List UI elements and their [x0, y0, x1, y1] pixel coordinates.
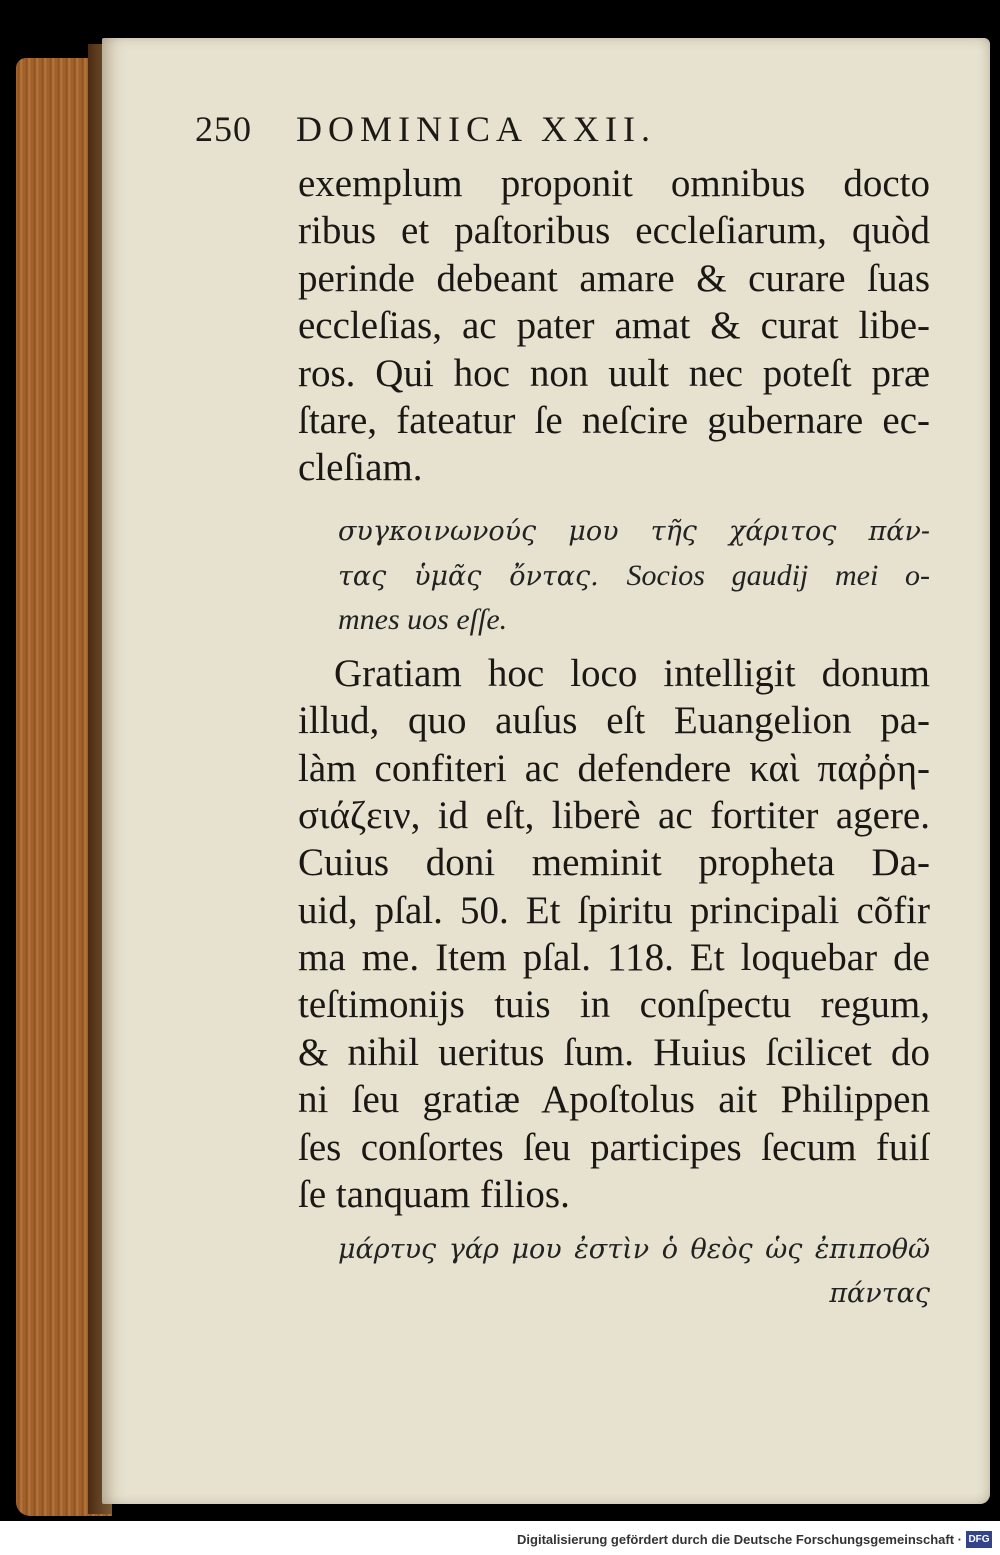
running-title: DOMINICA XXII. — [296, 109, 656, 149]
text-line: Gratiam hoc loco intelligit donum — [334, 651, 930, 695]
funding-credit: Digitalisierung gefördert durch die Deutsche Forschungsgemeinschaft · — [517, 1532, 962, 1547]
text-line: illud, quo auſus eſt Euangelion pa- — [298, 699, 930, 743]
spacer — [298, 1218, 930, 1228]
greek-quote-line: συγκοινωνούς μου τῆς χάριτος πάν- — [338, 515, 930, 547]
text-line: ſe tanquam filios. — [298, 1173, 570, 1217]
text-line: ma me. Item pſal. 118. Et loquebar de — [298, 936, 930, 980]
text-line: cleſiam. — [298, 446, 423, 490]
text-line: ſes conſortes ſeu participes ſecum fuiſ — [298, 1125, 930, 1169]
greek-quote-text: τας ὑμᾶς ὄντας. — [338, 560, 599, 592]
text-line: ros. Qui hoc non uult nec poteſt præ — [298, 351, 930, 395]
catchword: πάντας — [829, 1278, 930, 1310]
text-line: ribus et paſtoribus eccleſiarum, quòd — [298, 209, 930, 253]
spacer — [298, 642, 930, 650]
spacer — [298, 492, 930, 510]
dfg-logo-icon: DFG — [966, 1531, 992, 1548]
latin-gloss-line — [298, 598, 930, 642]
running-header — [195, 108, 835, 154]
text-line: làm confiteri ac defendere καὶ παῤῥη- — [298, 746, 930, 790]
latin-gloss: mnes uos eſſe. — [338, 602, 508, 636]
text-line: ſtare, fateatur ſe neſcire gubernare ec- — [298, 398, 930, 442]
text-line: exemplum proponit omnibus docto — [298, 162, 930, 205]
greek-quote-line: μάρτυς γάρ μου ἐστὶν ὁ θεὸς ὡς ἐπιποθῶ — [338, 1234, 930, 1266]
text-block — [298, 160, 930, 1316]
latin-gloss: Socios gaudij mei o- — [626, 558, 930, 592]
text-line: & nihil ueritus ſum. Huius ſcilicet do — [298, 1030, 930, 1074]
text-line: teſtimonijs tuis in conſpectu regum, — [298, 983, 930, 1027]
text-line: σιάζειν, id eſt, liberè ac fortiter agere. — [298, 793, 930, 837]
page-number: 250 — [195, 109, 252, 149]
text-line: perinde debeant amare & curare ſuas — [298, 256, 930, 300]
text-line: Cuius doni meminit propheta Da- — [298, 841, 930, 885]
text-line: eccleſias, ac pater amat & curat libe- — [298, 304, 930, 348]
text-line: uid, pſal. 50. Et ſpiritu principali cõfir — [298, 888, 930, 932]
text-line: ni ſeu gratiæ Apoſtolus ait Philippen — [298, 1078, 930, 1122]
footer-bar — [0, 1521, 1000, 1555]
greek-quote-line — [298, 554, 930, 598]
